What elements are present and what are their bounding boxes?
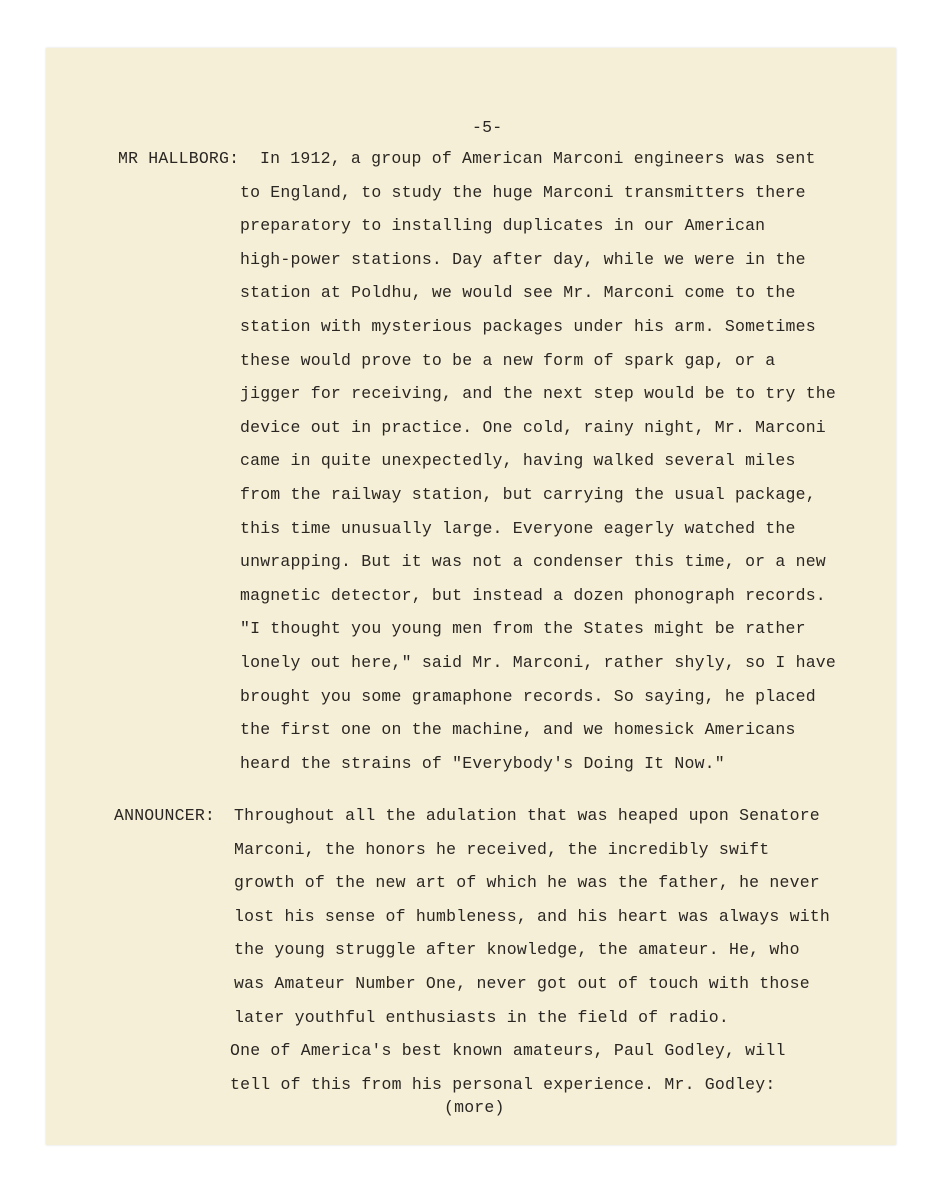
speech-line: later youthful enthusiasts in the field of radio. <box>234 1007 729 1027</box>
speech-line: "I thought you young men from the States might be rather <box>240 619 806 639</box>
speech-line: high-power stations. Day after day, while we were in the <box>240 249 806 269</box>
speech-line: this time unusually large. Everyone eagerly watched the <box>240 518 796 538</box>
speech-block-announcer <box>230 799 830 1101</box>
typescript-page <box>46 48 896 1145</box>
speech-line: heard the strains of "Everybody's Doing It Now." <box>240 753 725 773</box>
speaker-label-announcer: ANNOUNCER: <box>114 806 216 825</box>
speech-line: preparatory to installing duplicates in our American <box>240 216 766 236</box>
speech-line: lost his sense of humbleness, and his heart was always with <box>234 906 830 926</box>
speech-line: to England, to study the huge Marconi transmitters there <box>240 182 806 202</box>
speech-line: growth of the new art of which he was the father, he never <box>234 873 820 893</box>
speech-line: magnetic detector, but instead a dozen phonograph records. <box>240 585 826 605</box>
speech-line: the young struggle after knowledge, the amateur. He, who <box>234 940 800 960</box>
speech-line: Marconi, the honors he received, the incredibly swift <box>234 839 770 859</box>
speech-line: device out in practice. One cold, rainy night, Mr. Marconi <box>240 417 826 437</box>
speech-line: was Amateur Number One, never got out of touch with those <box>234 973 810 993</box>
speech-line: came in quite unexpectedly, having walked several miles <box>240 451 796 471</box>
speech-line: from the railway station, but carrying the usual package, <box>240 484 816 504</box>
speech-line: One of America's best known amateurs, Paul Godley, will <box>230 1041 786 1061</box>
continuation-note: (more) <box>444 1098 505 1117</box>
speech-line: unwrapping. But it was not a condenser this time, or a new <box>240 552 826 572</box>
speech-line: these would prove to be a new form of spark gap, or a <box>240 350 776 370</box>
speech-line: the first one on the machine, and we homesick Americans <box>240 720 796 740</box>
speech-line: Throughout all the adulation that was heaped upon Senatore <box>234 806 820 825</box>
speech-block-hallborg <box>240 142 836 780</box>
speech-line: In 1912, a group of American Marconi engineers was sent <box>260 149 816 168</box>
speech-line: tell of this from his personal experience. Mr. Godley: <box>230 1074 776 1094</box>
speech-line: jigger for receiving, and the next step would be to try the <box>240 384 836 404</box>
speech-line: brought you some gramaphone records. So saying, he placed <box>240 686 816 706</box>
page-number: -5- <box>472 118 503 137</box>
speech-line: station with mysterious packages under his arm. Sometimes <box>240 316 816 336</box>
speech-line: lonely out here," said Mr. Marconi, rather shyly, so I have <box>240 652 836 672</box>
speaker-label-hallborg: MR HALLBORG: <box>118 149 240 168</box>
speech-line: station at Poldhu, we would see Mr. Marconi come to the <box>240 283 796 303</box>
